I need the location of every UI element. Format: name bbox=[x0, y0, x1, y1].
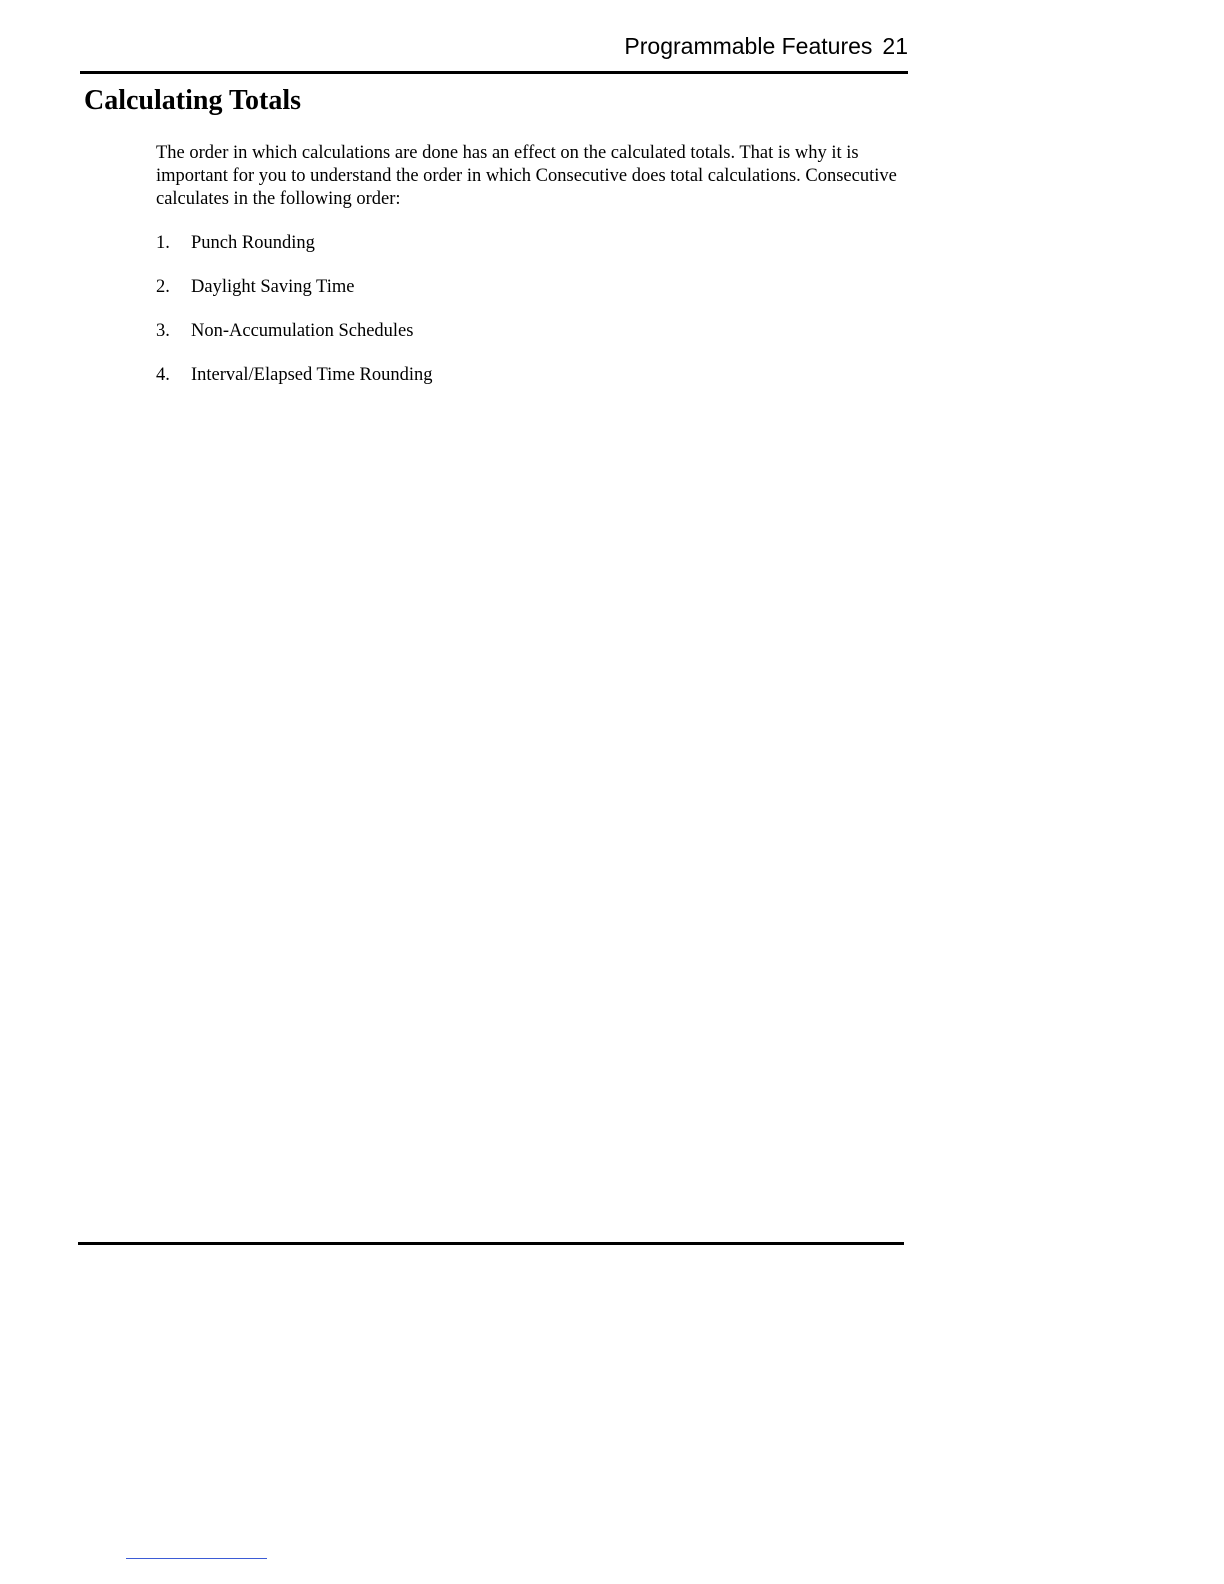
list-item bbox=[156, 318, 433, 362]
header-rule bbox=[80, 71, 908, 74]
intro-paragraph: The order in which calculations are done has an effect on the calculated totals. That is why it is important for you to understand the order in which Consecutive does total calculations. Consecutive calculates in the following order: bbox=[156, 143, 897, 209]
list-item-number: 4. bbox=[156, 365, 170, 385]
list-item-label: Non-Accumulation Schedules bbox=[191, 321, 414, 341]
list-item-number: 1. bbox=[156, 233, 170, 253]
running-header-title: Programmable Features bbox=[624, 33, 873, 59]
list-item-label: Interval/Elapsed Time Rounding bbox=[191, 365, 433, 385]
footer-rule bbox=[78, 1242, 904, 1245]
page-number: 21 bbox=[882, 33, 908, 59]
list-item-label: Daylight Saving Time bbox=[191, 277, 355, 297]
running-header bbox=[80, 30, 908, 62]
list-item-number: 2. bbox=[156, 277, 170, 297]
calculation-order-list bbox=[156, 230, 433, 406]
list-item bbox=[156, 274, 433, 318]
section-title: Calculating Totals bbox=[84, 85, 302, 116]
list-item bbox=[156, 362, 433, 406]
list-item bbox=[156, 230, 433, 274]
list-item-number: 3. bbox=[156, 321, 170, 341]
list-item-label: Punch Rounding bbox=[191, 233, 315, 253]
footer-link-underline bbox=[126, 1558, 267, 1559]
